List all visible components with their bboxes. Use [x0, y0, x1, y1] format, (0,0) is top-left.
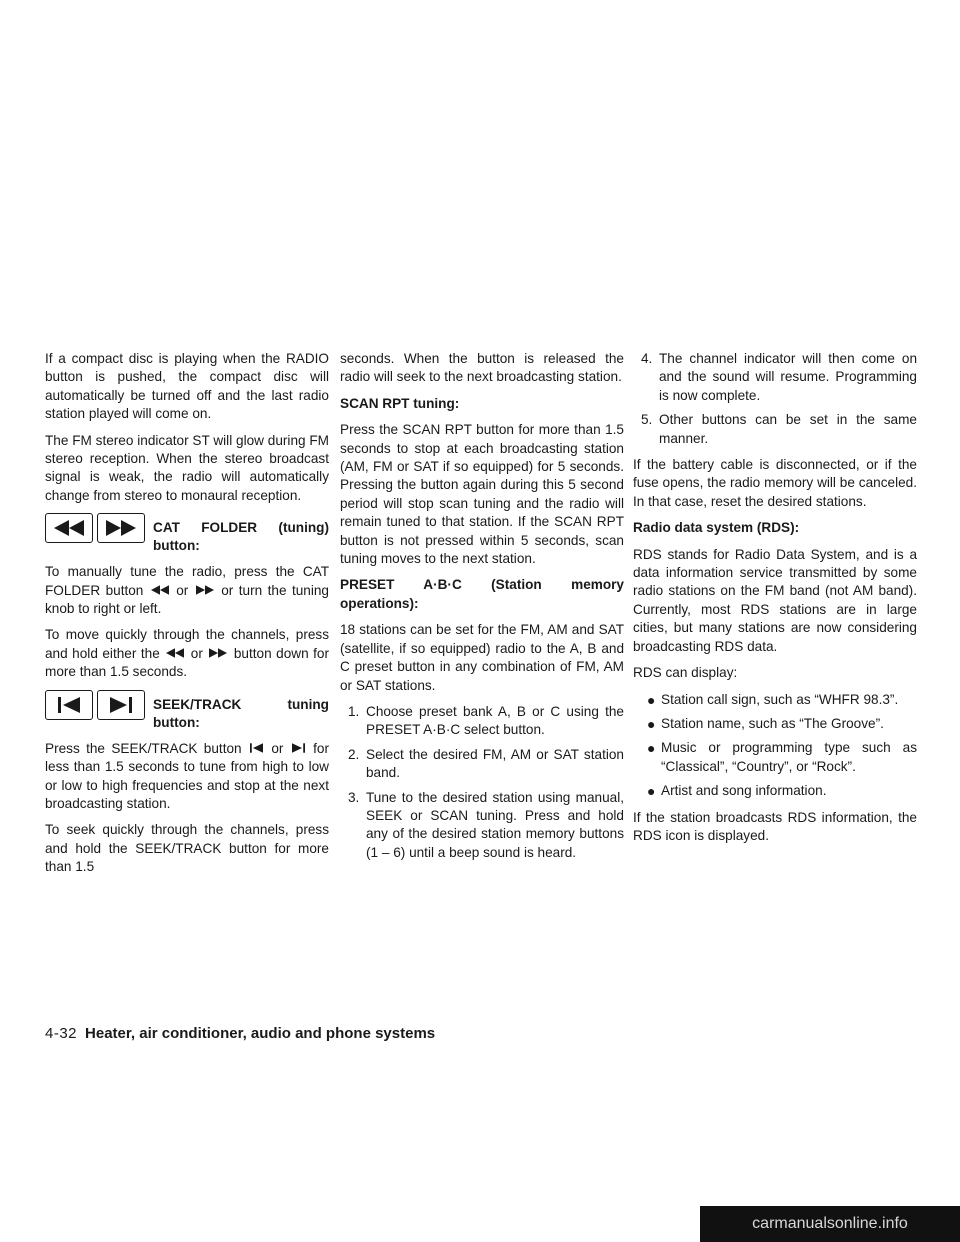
- skip-forward-icon: [110, 697, 132, 713]
- page-footer: [45, 1025, 435, 1042]
- rewind-icon: [151, 585, 169, 595]
- cat-folder-button-pair: [45, 513, 145, 543]
- rds-bullet-list: [633, 691, 917, 801]
- list-item: ● Artist and song information.: [647, 783, 827, 800]
- paragraph-seek-track: Press the SEEK/TRACK button or for less than 1.5 seconds to tune from high to low or low to high frequencies and stop at the next broadcasting station.: [45, 740, 330, 811]
- bullet-icon: ●: [647, 715, 656, 732]
- rewind-button-illustration: [45, 513, 93, 543]
- preset-heading: PRESET A·B·C (Station memory operations):: [340, 577, 624, 611]
- list-item: ● Music or programming type such as “Classical”, “Country”, or “Rock”.: [633, 739, 917, 776]
- rds-heading: Radio data system (RDS):: [633, 520, 800, 536]
- list-item: 3. Tune to the desired station using manual, SEEK or SCAN tuning. Press and hold any of the desired station memory buttons (1 – 6) until a beep sound is heard.: [348, 789, 624, 860]
- seek-track-heading-row: [45, 690, 329, 732]
- column-left: [45, 350, 329, 885]
- page-number: 4-32: [45, 1025, 78, 1042]
- paragraph-fm-stereo: The FM stereo indicator ST will glow during FM stereo reception. When the stereo broadcast signal is weak, the radio will automatically change from stereo to monaural reception.: [45, 432, 329, 503]
- preset-steps-list: [340, 703, 624, 862]
- column-right: [633, 350, 917, 853]
- paragraph-scan-rpt: Press the SCAN RPT button for more than 1.5 seconds to stop at each broadcasting station (AM, FM or SAT if so equipped) for 5 seconds. Pressing the button again during this 5 second period will stop scan tuning and the radio will remain tuned to that station. If the SCAN RPT button is not pressed within 5 seconds, scan tuning moves to the next station.: [340, 422, 624, 567]
- fast-forward-icon: [196, 585, 214, 595]
- paragraph-seek-continued: seconds. When the button is released the radio will seek to the next broadcasting station.: [340, 351, 624, 385]
- rewind-icon: [54, 520, 84, 536]
- bullet-icon: ●: [647, 691, 656, 708]
- skip-forward-icon: [292, 743, 305, 753]
- bullet-icon: ●: [647, 783, 656, 800]
- paragraph-manual-tune: To manually tune the radio, press the CAT FOLDER button or or turn the tuning knob to right or left.: [45, 564, 329, 617]
- fast-forward-button-illustration: [97, 513, 145, 543]
- section-title: Heater, air conditioner, audio and phone systems: [85, 1025, 436, 1042]
- list-item: ● Station call sign, such as “WHFR 98.3”.: [647, 691, 899, 708]
- paragraph-rds-description: RDS stands for Radio Data System, and is a data information service transmitted by some radio stations on the FM band (not AM band). Currently, most RDS stations are in large cities, but many stations are now considering broadcasting RDS data.: [633, 546, 917, 654]
- fast-forward-icon: [106, 520, 136, 536]
- bullet-icon: ●: [647, 740, 656, 757]
- scan-rpt-heading: SCAN RPT tuning:: [340, 395, 460, 411]
- seek-track-button-pair: [45, 690, 145, 720]
- cat-folder-heading-row: [45, 513, 329, 555]
- paragraph-battery-cable: If the battery cable is disconnected, or if the fuse opens, the radio memory will be canceled. In that case, reset the desired stations.: [633, 457, 917, 509]
- paragraph-preset: 18 stations can be set for the FM, AM and SAT (satellite, if so equipped) radio to the A, B and C preset button in any combination of FM, AM or SAT stations.: [340, 622, 624, 693]
- paragraph-rds-icon: If the station broadcasts RDS information, the RDS icon is displayed.: [633, 809, 917, 843]
- rewind-icon: [166, 648, 184, 658]
- list-item: 2. Select the desired FM, AM or SAT station band.: [348, 746, 624, 781]
- list-item: ● Station name, such as “The Groove”.: [647, 715, 884, 732]
- watermark-link[interactable]: carmanualsonline.info: [700, 1206, 960, 1242]
- fast-forward-icon: [209, 648, 227, 658]
- skip-back-button-illustration: [45, 690, 93, 720]
- paragraph-radio-button: If a compact disc is playing when the RADIO button is pushed, the compact disc will automatically be turned off and the last radio station played will come on.: [45, 351, 329, 422]
- seek-track-heading: SEEK/TRACK tuning button:: [153, 696, 329, 730]
- column-middle: [340, 350, 624, 870]
- preset-steps-list-continued: [633, 350, 917, 448]
- skip-back-icon: [58, 697, 80, 713]
- paragraph-rds-can-display: RDS can display:: [633, 665, 738, 681]
- cat-folder-heading: CAT FOLDER (tuning) button:: [153, 520, 329, 554]
- paragraph-move-quickly: To move quickly through the channels, press and hold either the or button down for more than 1.5 seconds.: [45, 627, 329, 680]
- list-item: 4. The channel indicator will then come on and the sound will resume. Programming is now complete.: [641, 351, 917, 403]
- list-item: 1. Choose preset bank A, B or C using the PRESET A·B·C select button.: [348, 703, 624, 738]
- paragraph-seek-quickly: To seek quickly through the channels, press and hold the SEEK/TRACK button for more than 1.5: [45, 822, 329, 875]
- list-item: 5. Other buttons can be set in the same manner.: [641, 412, 917, 446]
- skip-back-icon: [250, 743, 263, 753]
- skip-forward-button-illustration: [97, 690, 145, 720]
